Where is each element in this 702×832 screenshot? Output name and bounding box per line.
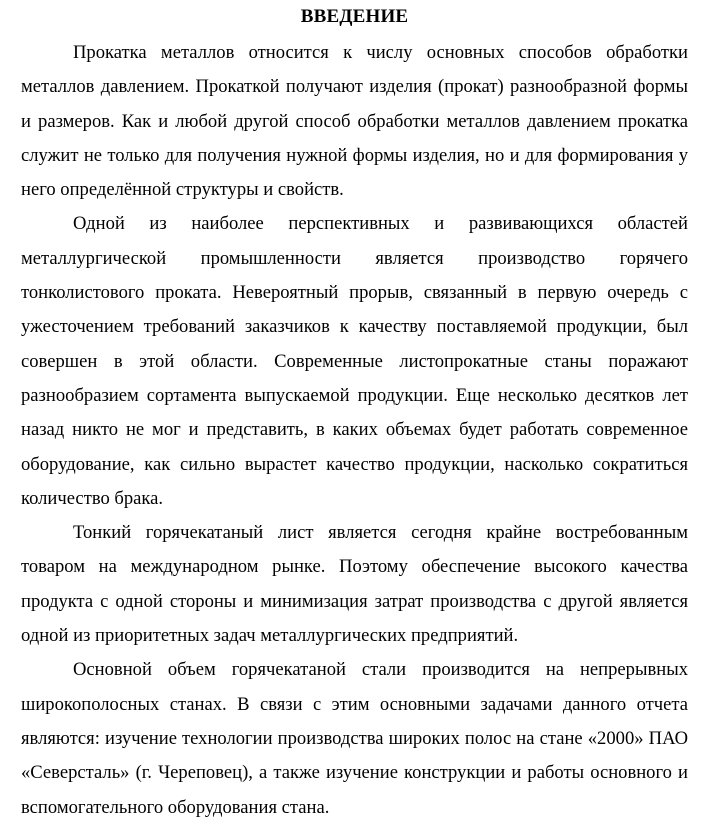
paragraph-2: Одной из наиболее перспективных и развивающихся областей металлургической промышленности является производство горячего тонколистового проката. Невероятный прорыв, связанный в первую очередь с ужесточением требований заказчиков к качеству поставляемой продукции, был совершен в этой области. Современные листопрокатные станы поражают разнообразием сортамента выпускаемой продукции. Еще несколько десятков лет назад никто не мог и представить, в каких объемах будет работать современное оборудование, как сильно вырастет качество продукции, насколько сократиться количество брака. — [21, 213, 688, 509]
paragraph-4: Основной объем горячекатаной стали производится на непрерывных широкополосных станах. В связи с этим основными задачами данного отчета являются: изучение технологии производства широких полос на стане «2000» ПАО «Северсталь» (г. Череповец), а также изучение конструкции и работы основного и вспомогательного оборудования стана. — [21, 659, 688, 818]
paragraph-1: Прокатка металлов относится к числу основных способов обработки металлов давлением. Прокаткой получают изделия (прокат) разнообразной формы и размеров. Как и любой другой способ обработки металлов давлением прокатка служит не только для получения нужной формы изделия, но и для формирования у него определённой структуры и свойств. — [21, 42, 688, 201]
paragraph-3: Тонкий горячекатаный лист является сегодня крайне востребованным товаром на международном рынке. Поэтому обеспечение высокого качества продукта с одной стороны и минимизация затрат производства с другой является одной из приоритетных задач металлургических предприятий. — [21, 522, 688, 647]
document-page — [21, 6, 688, 825]
document-title: ВВЕДЕНИЕ — [300, 6, 409, 27]
